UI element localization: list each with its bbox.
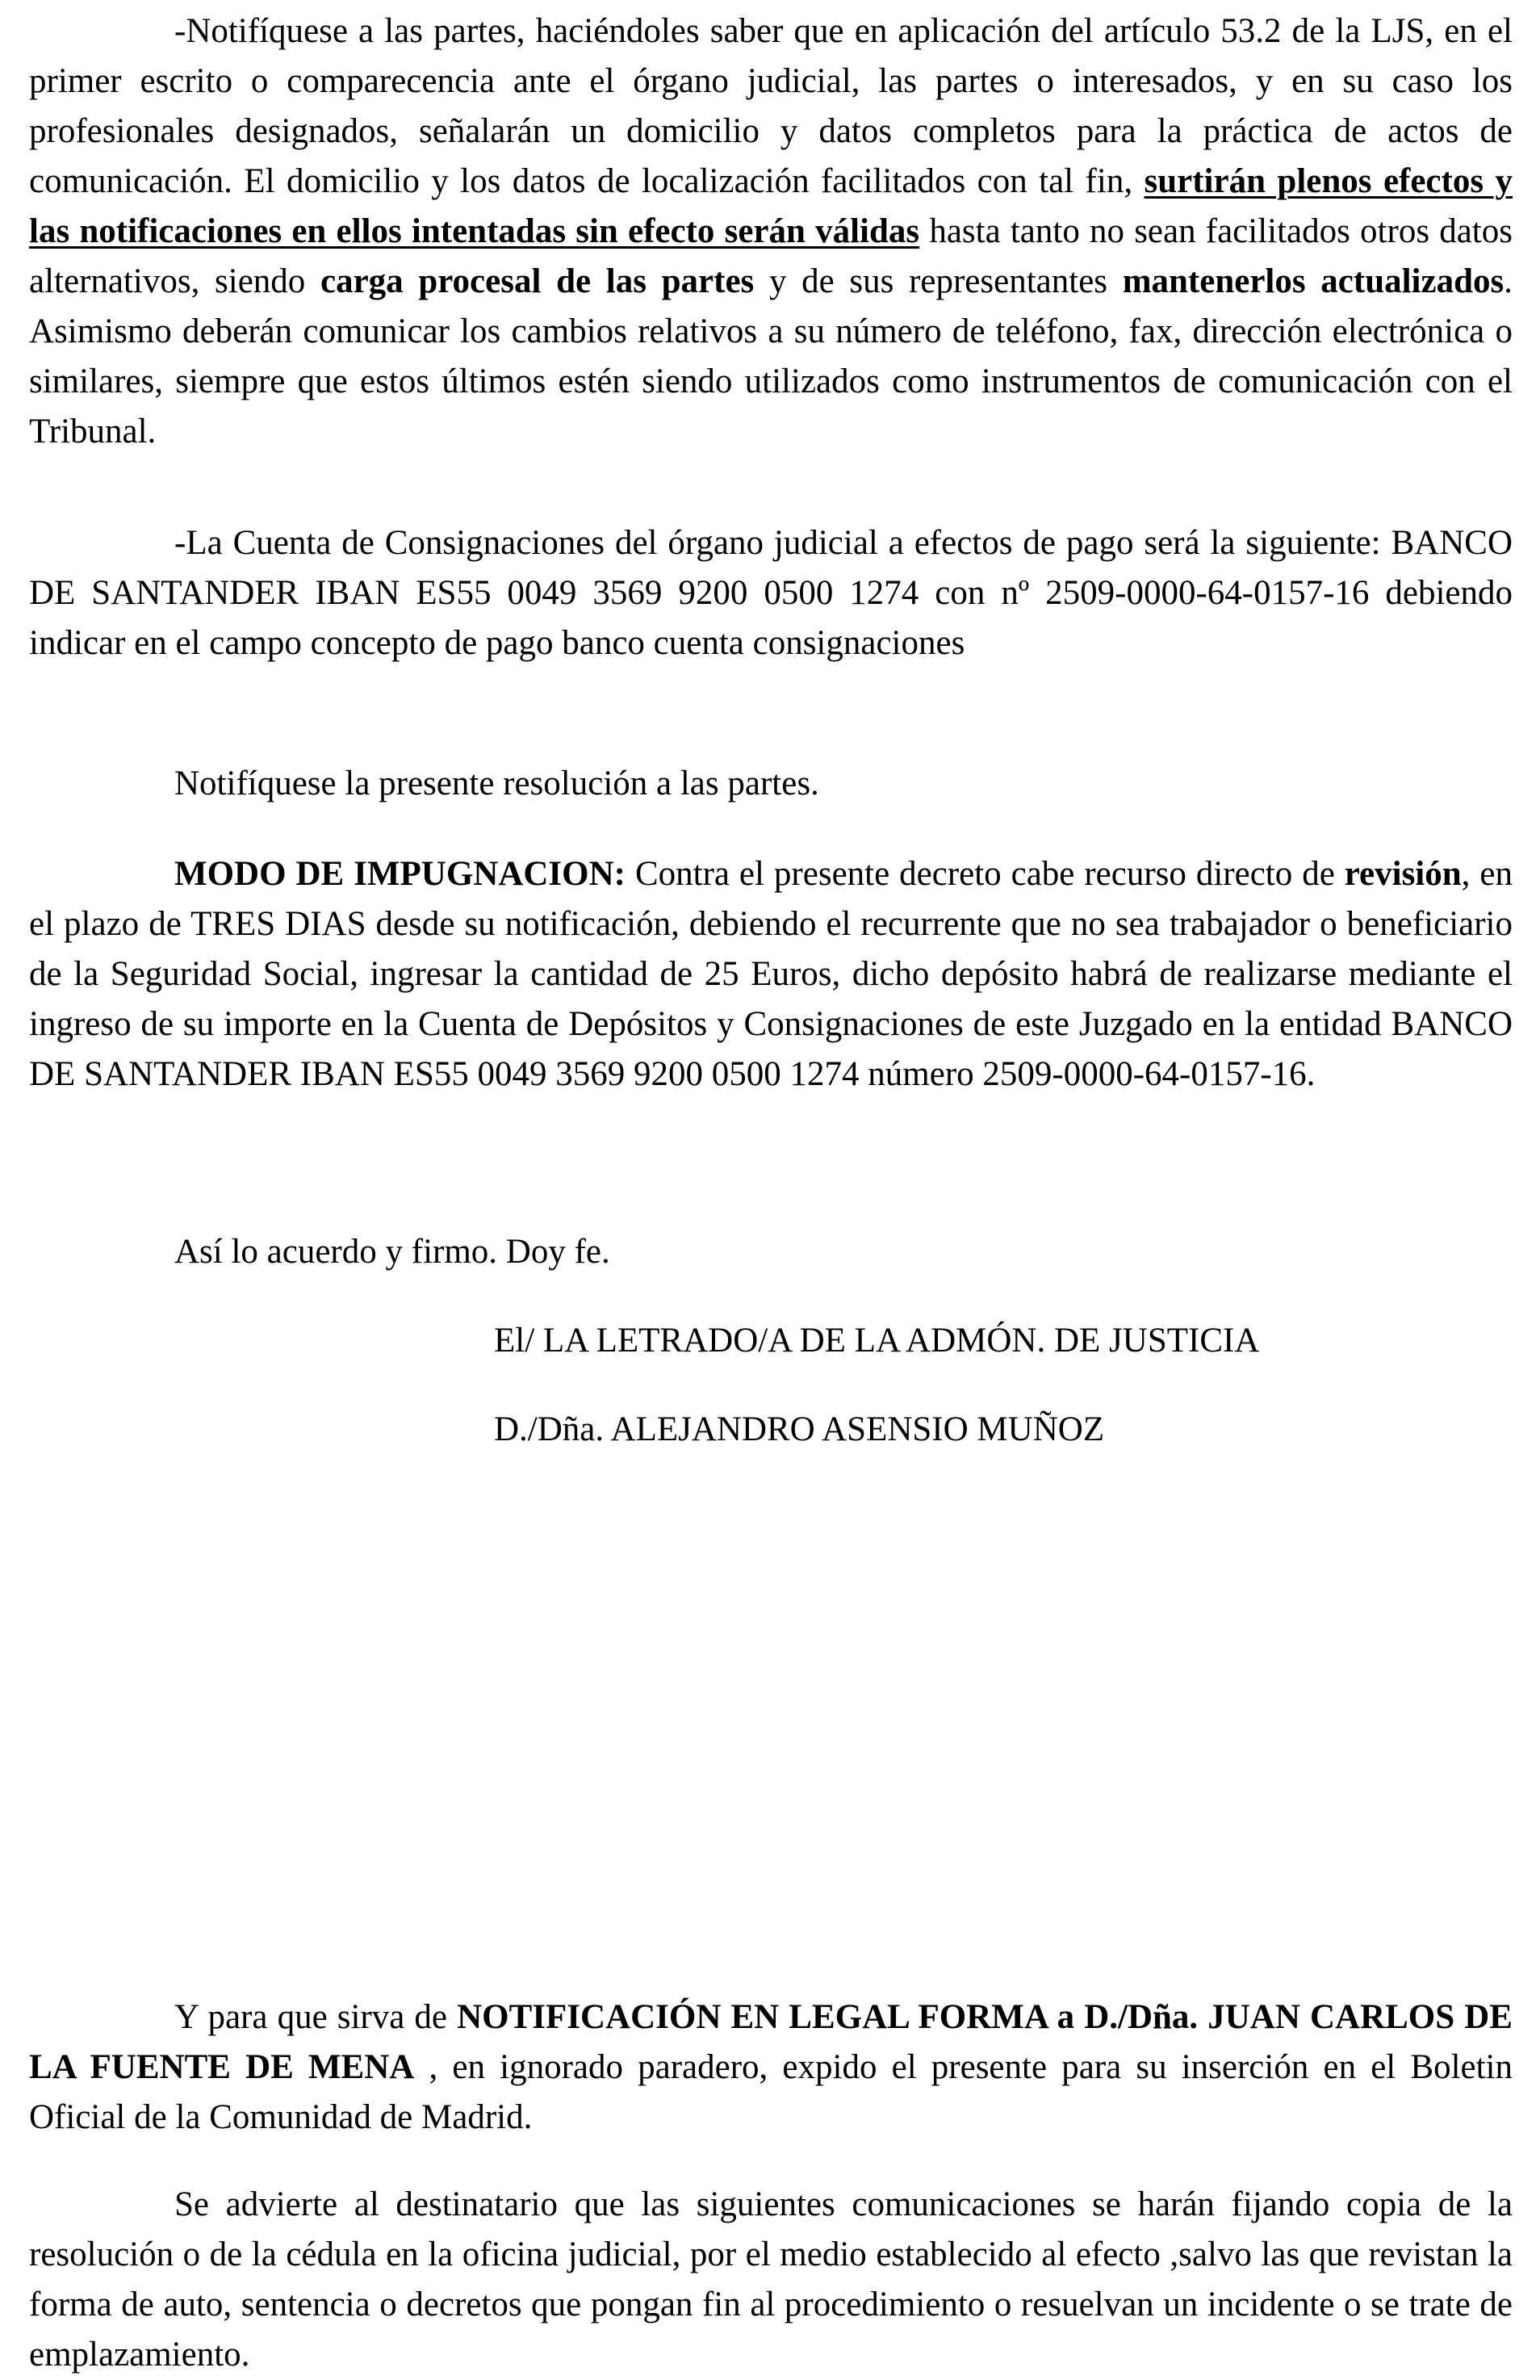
challenge-mode-heading: MODO DE IMPUGNACION: [174,855,626,893]
notify-parties-line: Notifíquese la presente resolución a las partes. [174,765,819,802]
revision-emphasis: revisión [1344,855,1462,893]
signature-name: D./Dña. ALEJANDRO ASENSIO MUÑOZ [494,1410,1105,1448]
challenge-mode-paragraph: MODO DE IMPUGNACION: Contra el presente decreto cabe recurso directo de revisión, en el plazo de TRES DIAS desde su notificación, debiendo el recurrente que no sea trabajador o beneficiario de la Seguridad Social, ingresar la cantidad de 25 Euros, dicho depósito habrá de realizarse mediante el ingreso de su importe en la Cuenta de Depósitos y Consignaciones de este Juzgado en la entidad BANCO DE SANTANDER IBAN ES55 0049 3569 9200 0500 1274 número 2509-0000-64-0157-16. [29,855,1513,1093]
keep-updated-emphasis: mantenerlos actualizados [1122,262,1504,300]
recipient-warning-paragraph: Se advierte al destinatario que las siguientes comunicaciones se harán fijando copia de la resolución o de la cédula en la oficina judicial, por el medio establecido al efecto ,salvo las que revistan la forma de auto, sentencia o decretos que pongan fin al procedimiento o resuelvan un incidente o se trate de emplazamiento. [29,2185,1513,2374]
legal-notification-paragraph: Y para que sirva de NOTIFICACIÓN EN LEGAL FORMA a D./Dña. JUAN CARLOS DE LA FUENTE DE MENA , en ignorado paradero, expido el presente para su inserción en el Boletin Oficial de la Comunidad de Madrid. [29,1998,1513,2136]
agreement-line: Así lo acuerdo y firmo. Doy fe. [174,1233,610,1271]
notification-paragraph: -Notifíquese a las partes, haciéndoles saber que en aplicación del artículo 53.2 de la LJS, en el primer escrito o comparecencia ante el órgano judicial, las partes o interesados, y en su caso los profesionales designados, señalarán un domicilio y datos completos para la práctica de actos de comunicación. El domicilio y los datos de localización facilitados con tal fin, surtirán plenos efectos y las notificaciones en ellos intentadas sin efecto serán válidas hasta tanto no sean facilitados otros datos alternativos, siendo carga procesal de las partes y de sus representantes mantenerlos actualizados. Asimismo deberán comunicar los cambios relativos a su número de teléfono, fax, dirección electrónica o similares, siempre que estos últimos estén siendo utilizados como instrumentos de comunicación con el Tribunal. [29,12,1513,450]
valid-notifications-emphasis: surtirán plenos efectos y las notificaciones en ellos intentadas sin efecto serán válidas [29,162,1513,250]
signature-title: El/ LA LETRADO/A DE LA ADMÓN. DE JUSTICIA [494,1322,1260,1360]
consignment-account-paragraph: -La Cuenta de Consignaciones del órgano judicial a efectos de pago será la siguiente: BANCO DE SANTANDER IBAN ES55 0049 3569 9200 0500 1274 con nº 2509-0000-64-0157-16 debiendo indicar en el campo concepto de pago banco cuenta consignaciones [29,524,1513,662]
recipient-emphasis: NOTIFICACIÓN EN LEGAL FORMA a D./Dña. JUAN CARLOS DE LA FUENTE DE MENA [29,1998,1513,2086]
procedural-burden-emphasis: carga procesal de las partes [320,262,755,300]
